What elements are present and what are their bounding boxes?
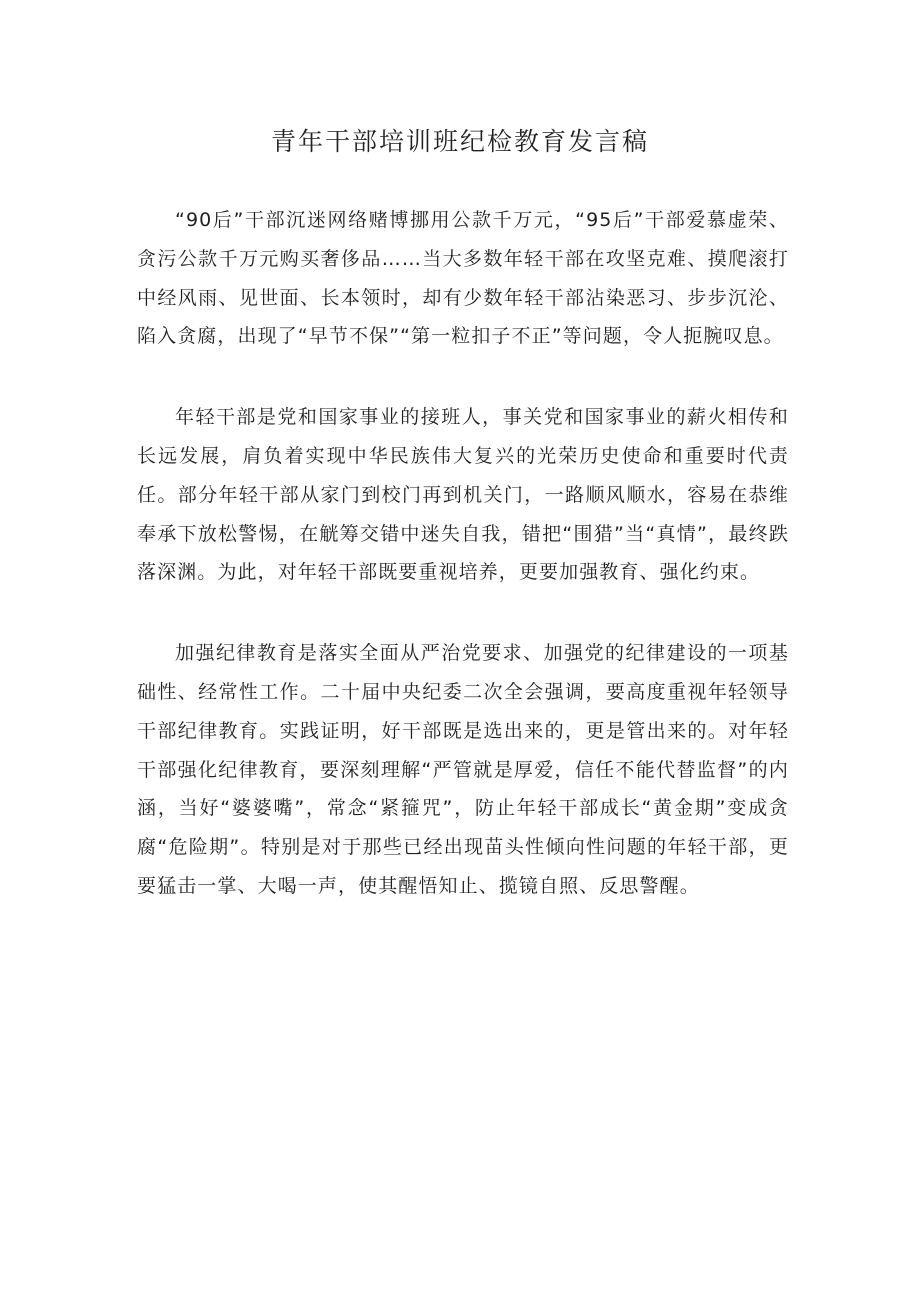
paragraph-2: 年轻干部是党和国家事业的接班人，事关党和国家事业的薪火相传和长远发展，肩负着实现中华民族伟大复兴的光荣历史使命和重要时代责任。部分年轻干部从家门到校门再到机关门，一路顺风顺水，容易在恭维奉承下放松警惕，在觥筹交错中迷失自我，错把“围猎”当“真情”，最终跌落深渊。为此，对年轻干部既要重视培养，更要加强教育、强化约束。 xyxy=(137,406,789,584)
document-title: 青年干部培训班纪检教育发言稿 xyxy=(270,127,649,156)
paragraph-3: 加强纪律教育是落实全面从严治党要求、加强党的纪律建设的一项基础性、经常性工作。二十届中央纪委二次全会强调，要高度重视年轻领导干部纪律教育。实践证明，好干部既是选出来的，更是管出来的。对年轻干部强化纪律教育，要深刻理解“严管就是厚爱，信任不能代替监督”的内涵，当好“婆婆嘴”，常念“紧箍咒”，防止年轻干部成长“黄金期”变成贪腐“危险期”。特别是对于那些已经出现苗头性倾向性问题的年轻干部，更要猛击一掌、大喝一声，使其醒悟知止、揽镜自照、反思警醒。 xyxy=(137,642,789,897)
document-body xyxy=(137,201,789,948)
paragraph-1: “90后”干部沉迷网络赌博挪用公款千万元，“95后”干部爱慕虚荣、贪污公款千万元购买奢侈品……当大多数年轻干部在攻坚克难、摸爬滚打中经风雨、见世面、长本领时，却有少数年轻干部沾染恶习、步步沉沦、陷入贪腐，出现了“早节不保”“第一粒扣子不正”等问题，令人扼腕叹息。 xyxy=(137,209,789,348)
